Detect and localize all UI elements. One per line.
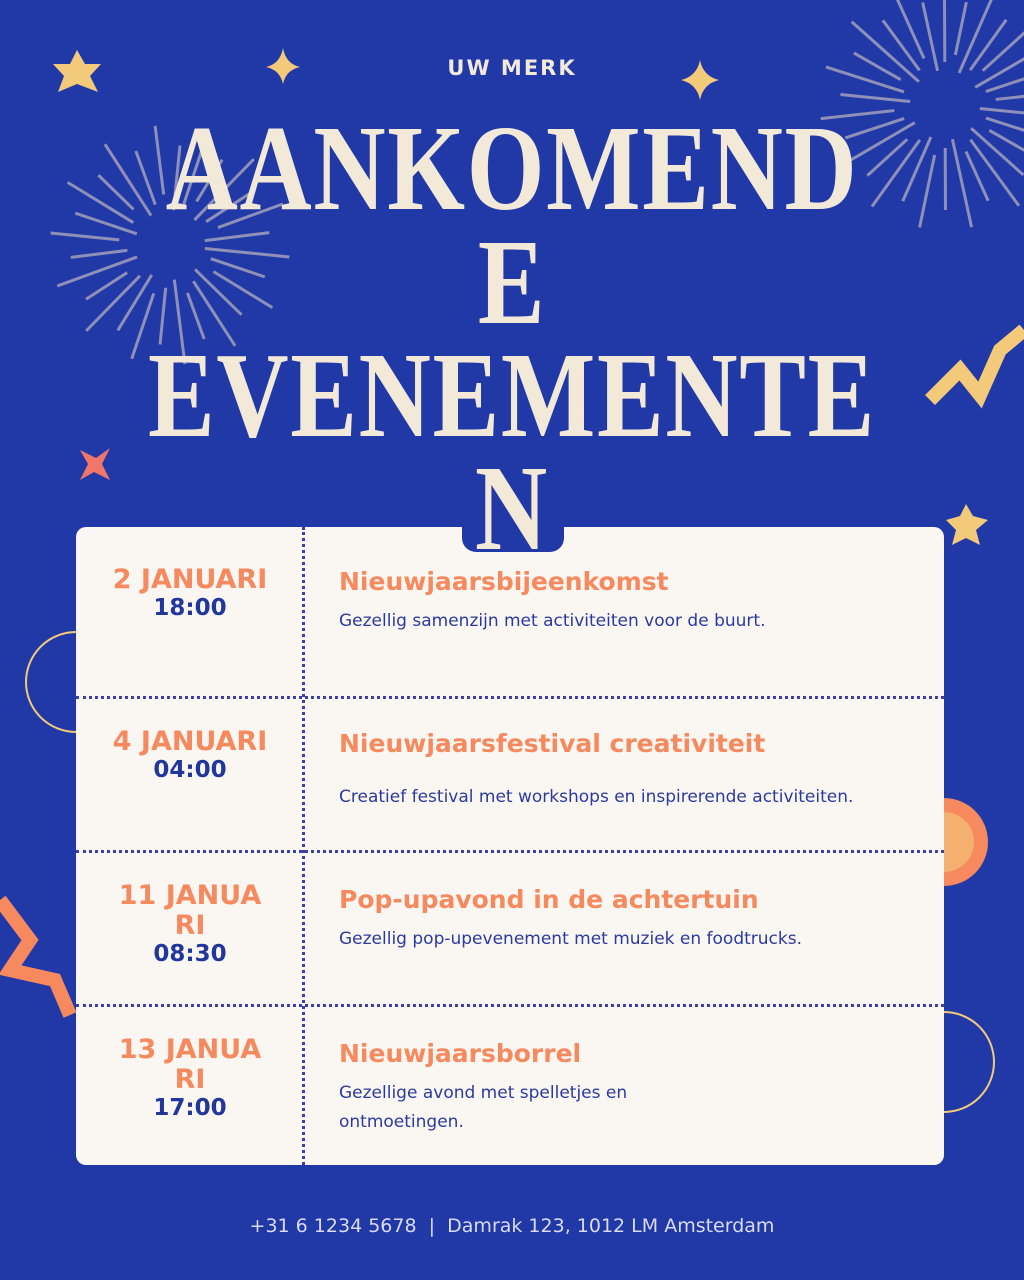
page-title-line: EVENEMENTE	[148, 328, 876, 463]
event-row	[76, 850, 944, 1007]
event-description: Gezellig pop-upevenement met muziek en foodtrucks.	[339, 929, 803, 949]
firework-ray	[996, 94, 1024, 100]
address: Damrak 123, 1012 LM Amsterdam	[447, 1215, 775, 1237]
event-title: Pop-upavond in de achtertuin	[339, 885, 759, 914]
star-icon	[946, 504, 988, 545]
firework-ray	[986, 118, 1024, 137]
event-time: 04:00	[153, 757, 227, 783]
event-title: Nieuwjaarsfestival creativiteit	[339, 729, 766, 758]
event-date: 11 JANUARI 08:30	[112, 881, 268, 967]
brand-name: UW MERK	[447, 56, 577, 80]
page-title-line: N	[475, 441, 549, 576]
firework-ray	[980, 108, 1024, 117]
event-description: Creatief festival met workshops en inspirerende activiteiten.	[339, 787, 854, 807]
event-date: 13 JANUARI 17:00	[112, 1035, 268, 1121]
event-date: 2 JANUARI 18:00	[112, 564, 268, 621]
phone-number: +31 6 1234 5678	[249, 1215, 417, 1237]
event-date: 4 JANUARI 04:00	[112, 726, 268, 783]
event-description: Gezellige avond met spelletjes en ontmoetingen.	[339, 1083, 628, 1132]
streamer-decoration	[0, 900, 70, 1015]
footer-separator: |	[428, 1215, 436, 1237]
page-title-line: AANKOMEND	[165, 101, 859, 236]
event-description: Gezellig samenzijn met activiteiten voor de buurt.	[339, 611, 766, 631]
events-card	[76, 527, 944, 1165]
event-title: Nieuwjaarsbijeenkomst	[339, 567, 669, 596]
event-title: Nieuwjaarsborrel	[339, 1039, 582, 1068]
event-time: 08:30	[153, 941, 227, 967]
event-time: 17:00	[153, 1095, 227, 1121]
firework-ray	[955, 2, 966, 55]
firework-ray	[952, 139, 971, 227]
firework-ray	[894, 0, 924, 59]
page-title-line: E	[477, 215, 547, 350]
event-row	[76, 696, 944, 853]
event-time: 18:00	[153, 595, 227, 621]
streamer-decoration	[930, 330, 1024, 400]
contact-footer	[0, 1215, 1024, 1237]
event-row	[76, 1004, 944, 1168]
